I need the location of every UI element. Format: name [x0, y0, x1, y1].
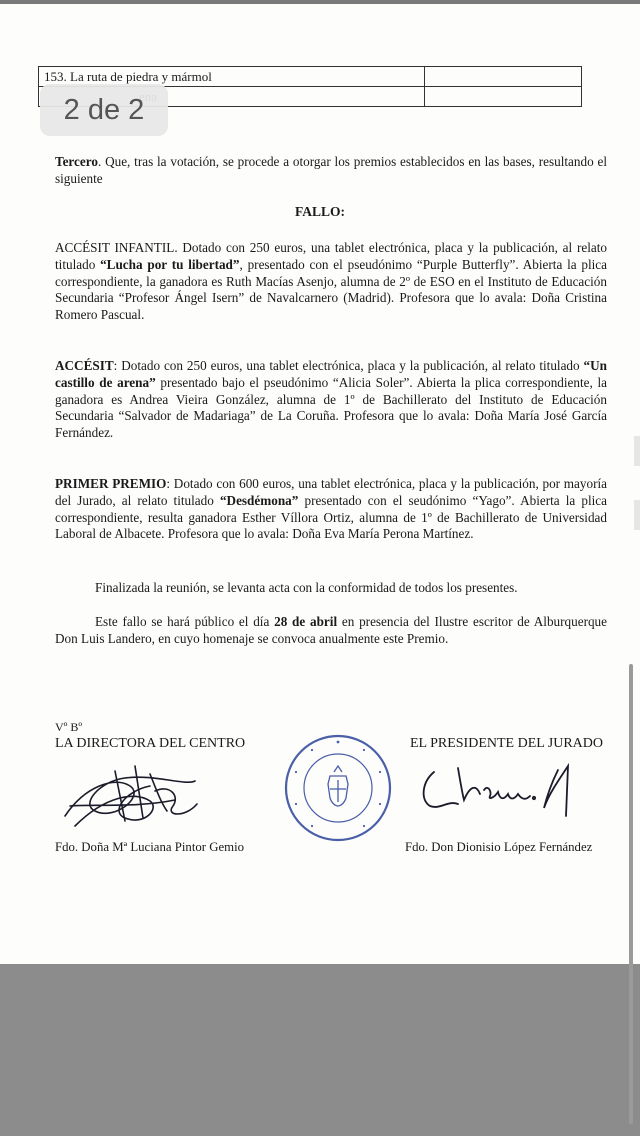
viewer-background [0, 964, 640, 1136]
accesit-infantil-text-2: , presentado con el pseudónimo “Purple Butterfly”. Abierta la plica correspondiente, la ganadora es Ruth Macías Asenjo, alumna de 2º de ESO en el Instituto de Educación Secundaria “Profesor Ángel Isern” de Navalcarnero (Madrid). Profesora que lo avala: Doña Cristina Romero Pascual. [55, 256, 608, 323]
accesit-text-1: : Dotado con 250 euros, una tablet electrónica, placa y la publicación, al relato titulado [113, 358, 584, 373]
finalizada-paragraph: Finalizada la reunión, se levanta acta con la conformidad de todos los presentes. [95, 580, 518, 595]
accesit-infantil-title: “Lucha por tu libertad” [100, 256, 240, 272]
directora-title: LA DIRECTORA DEL CENTRO [55, 736, 246, 751]
page-edge-mark [634, 500, 640, 530]
primer-premio-title: “Desdémona” [219, 492, 299, 508]
vobo-label: Vº Bº [55, 720, 83, 734]
presidente-name: Fdo. Don Dionisio López Fernández [405, 840, 593, 854]
tercero-paragraph [55, 154, 607, 188]
accesit-paragraph [55, 358, 607, 442]
table-cell-pseudonym [425, 87, 582, 107]
accesit-infantil-paragraph [55, 240, 607, 324]
accesit-infantil-text-1: . Dotado con 250 euros, una tablet electrónica, placa y la publicación, al relato titulado [55, 240, 607, 272]
document-page [0, 4, 640, 964]
official-stamp-icon [282, 732, 394, 844]
directora-signature [55, 756, 205, 836]
tercero-text: . Que, tras la votación, se procede a otorgar los premios establecidos en las bases, resultando el siguiente [55, 154, 607, 186]
scrollbar-thumb[interactable] [629, 664, 633, 1124]
tercero-lead: Tercero [55, 154, 98, 169]
presidente-title: EL PRESIDENTE DEL JURADO [410, 736, 604, 751]
accesit-text-2: presentado bajo el pseudónimo “Alicia Soler”. Abierta la plica correspondiente, la ganadora es Andrea Vieira González, alumna de 1º de Bachillerato del Instituto de Educación Secundaria “Salvador de Madariaga” de La Coruña. Profesora que lo avala: Doña María José García Fernández. [55, 374, 607, 441]
fallo-publico-paragraph [55, 614, 607, 648]
table-cell-title: 153. La ruta de piedra y mármol [39, 67, 425, 87]
fallo-publico-date: 28 de abril [274, 614, 338, 629]
presidente-signature [418, 760, 588, 820]
fallo-heading: FALLO: [295, 204, 345, 219]
primer-premio-paragraph [55, 476, 607, 543]
directora-name: Fdo. Doña Mª Luciana Pintor Gemio [55, 840, 245, 854]
accesit-lead: ACCÉSIT [55, 358, 114, 373]
accesit-infantil-lead: ACCÉSIT INFANTIL [55, 240, 175, 255]
primer-premio-text-1: : Dotado con 600 euros, una tablet electrónica, placa y la publicación, por mayoría del Jurado, al relato titulado [55, 476, 607, 508]
page-indicator: 2 de 2 [40, 84, 168, 136]
primer-premio-lead: PRIMER PREMIO [55, 476, 167, 491]
page-edge-mark [634, 436, 640, 466]
table-cell-pseudonym [425, 67, 582, 87]
fallo-publico-text-1: Este fallo se hará público el día [95, 614, 275, 629]
primer-premio-text-2: presentado con el seudónimo “Yago”. Abierta la plica correspondiente, resulta ganadora Esther Víllora Ortiz, alumna de 1º de Bachillerato de Universidad Laboral de Albacete. Profesora que lo avala: Doña Eva María Perona Martínez. [55, 492, 607, 542]
accesit-title: “Un castillo de arena” [55, 358, 607, 390]
fallo-publico-text-2: en presencia del Ilustre escritor de Alburquerque Don Luis Landero, en cuyo homenaje se convoca anualmente este Premio. [55, 614, 607, 646]
